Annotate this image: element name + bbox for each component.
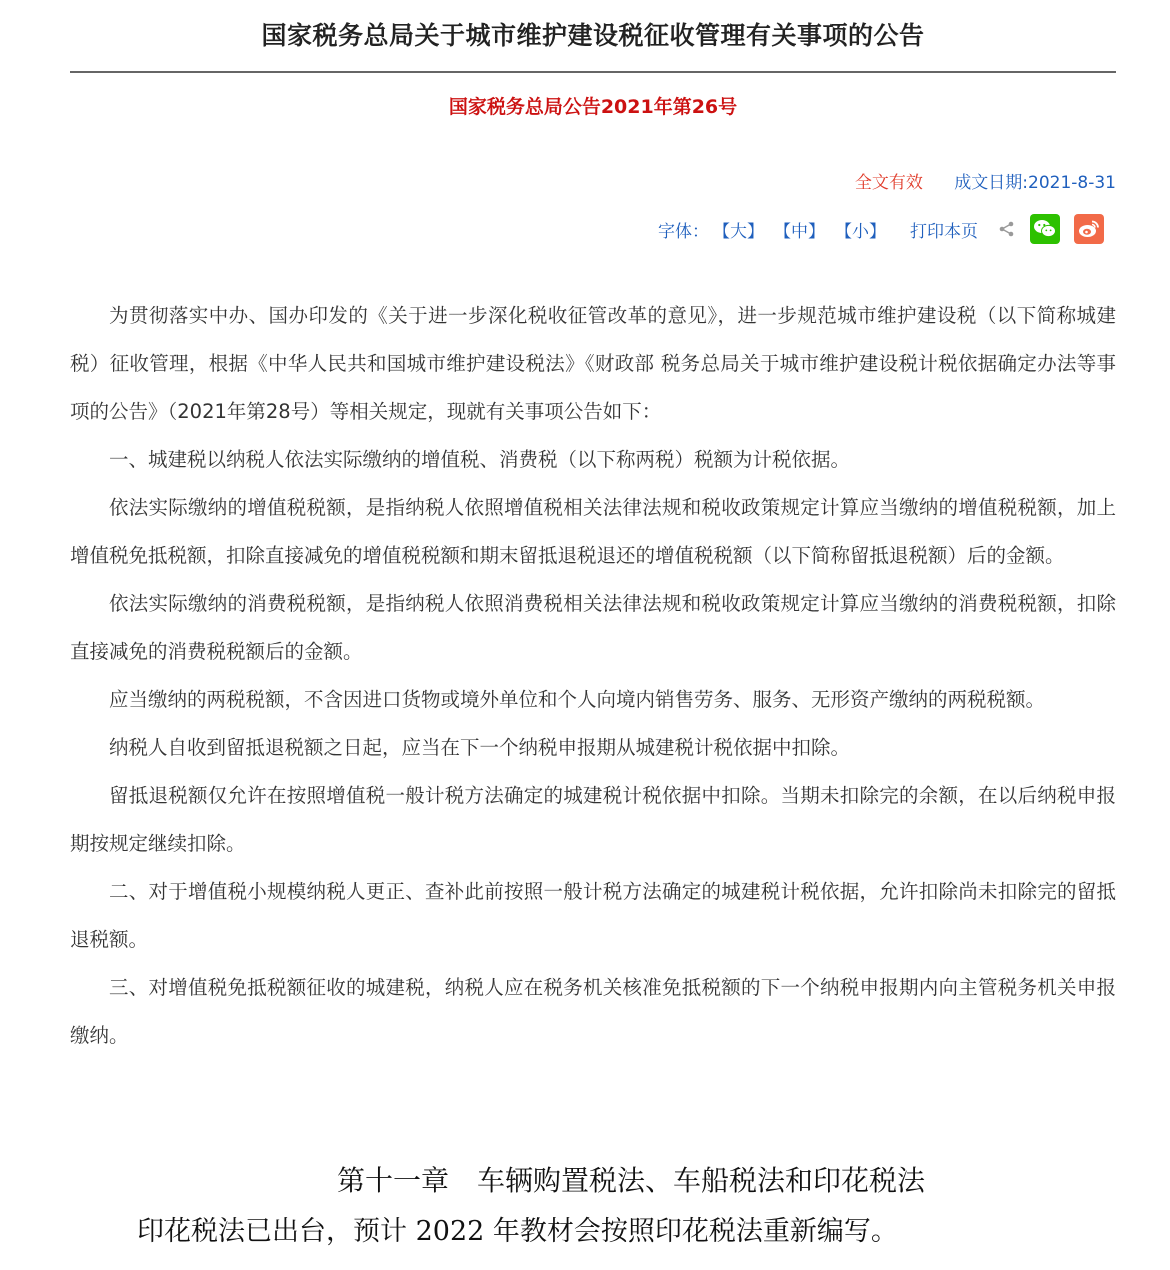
article-toolbar xyxy=(658,212,1104,246)
paragraph-exclusion: 应当缴纳的两税税额，不含因进口货物或境外单位和个人向境内销售劳务、服务、无形资产缴纳的两税税额。 xyxy=(109,688,1046,711)
font-size-label: 字体： xyxy=(658,221,709,242)
paragraph-refund-deduction: 纳税人自收到留抵退税额之日起，应当在下一个纳税申报期从城建税计税依据中扣除。 xyxy=(109,736,851,759)
weibo-icon xyxy=(1077,218,1101,240)
paragraph-item-2: 二、对于增值税小规模纳税人更正、查补此前按照一般计税方法确定的城建税计税依据，允许扣除尚未扣除完的留抵退税额。 xyxy=(70,880,1116,951)
font-small-link[interactable]: 【小】 xyxy=(835,221,886,242)
title-divider xyxy=(70,71,1116,73)
article-body xyxy=(70,292,1116,1060)
wechat-share-button[interactable] xyxy=(1030,214,1060,244)
font-medium-link[interactable]: 【中】 xyxy=(774,221,825,242)
share-icon[interactable] xyxy=(998,220,1016,238)
issue-date: 成文日期:2021-8-31 xyxy=(954,173,1116,193)
wechat-icon xyxy=(1033,218,1057,240)
print-page-link[interactable]: 打印本页 xyxy=(910,221,978,242)
paragraph-vat-definition: 依法实际缴纳的增值税税额，是指纳税人依照增值税相关法律法规和税收政策规定计算应当缴纳的增值税税额，加上增值税免抵税额，扣除直接减免的增值税税额和期末留抵退税退还的增值税税额（以下简称留抵退税额）后的金额。 xyxy=(70,496,1116,567)
chapter-heading: 第十一章 车辆购置税法、车船税法和印花税法 xyxy=(336,1164,925,1197)
font-large-link[interactable]: 【大】 xyxy=(713,221,764,242)
chapter-note: 印花税法已出台，预计 2022 年教材会按照印花税法重新编写。 xyxy=(137,1216,898,1247)
weibo-share-button[interactable] xyxy=(1074,214,1104,244)
document-meta xyxy=(855,170,1116,196)
paragraph-item-1: 一、城建税以纳税人依法实际缴纳的增值税、消费税（以下称两税）税额为计税依据。 xyxy=(109,448,851,471)
paragraph-refund-scope: 留抵退税额仅允许在按照增值税一般计税方法确定的城建税计税依据中扣除。当期未扣除完的余额，在以后纳税申报期按规定继续扣除。 xyxy=(70,784,1116,855)
paragraph-item-3: 三、对增值税免抵税额征收的城建税，纳税人应在税务机关核准免抵税额的下一个纳税申报期内向主管税务机关申报缴纳。 xyxy=(70,976,1116,1047)
paragraph-intro: 为贯彻落实中办、国办印发的《关于进一步深化税收征管改革的意见》，进一步规范城市维护建设税（以下简称城建税）征收管理，根据《中华人民共和国城市维护建设税法》《财政部 税务总局关于城市维护建设税计税依据确定办法等事项的公告》（2021年第28号）等相关规定，现就有关事项公告如下： xyxy=(70,304,1116,423)
document-number: 国家税务总局公告2021年第26号 xyxy=(448,96,738,118)
validity-status: 全文有效 xyxy=(854,173,923,193)
paragraph-consumption-tax-definition: 依法实际缴纳的消费税税额，是指纳税人依照消费税相关法律法规和税收政策规定计算应当缴纳的消费税税额，扣除直接减免的消费税税额后的金额。 xyxy=(70,592,1116,663)
announcement-title: 国家税务总局关于城市维护建设税征收管理有关事项的公告 xyxy=(261,21,925,50)
